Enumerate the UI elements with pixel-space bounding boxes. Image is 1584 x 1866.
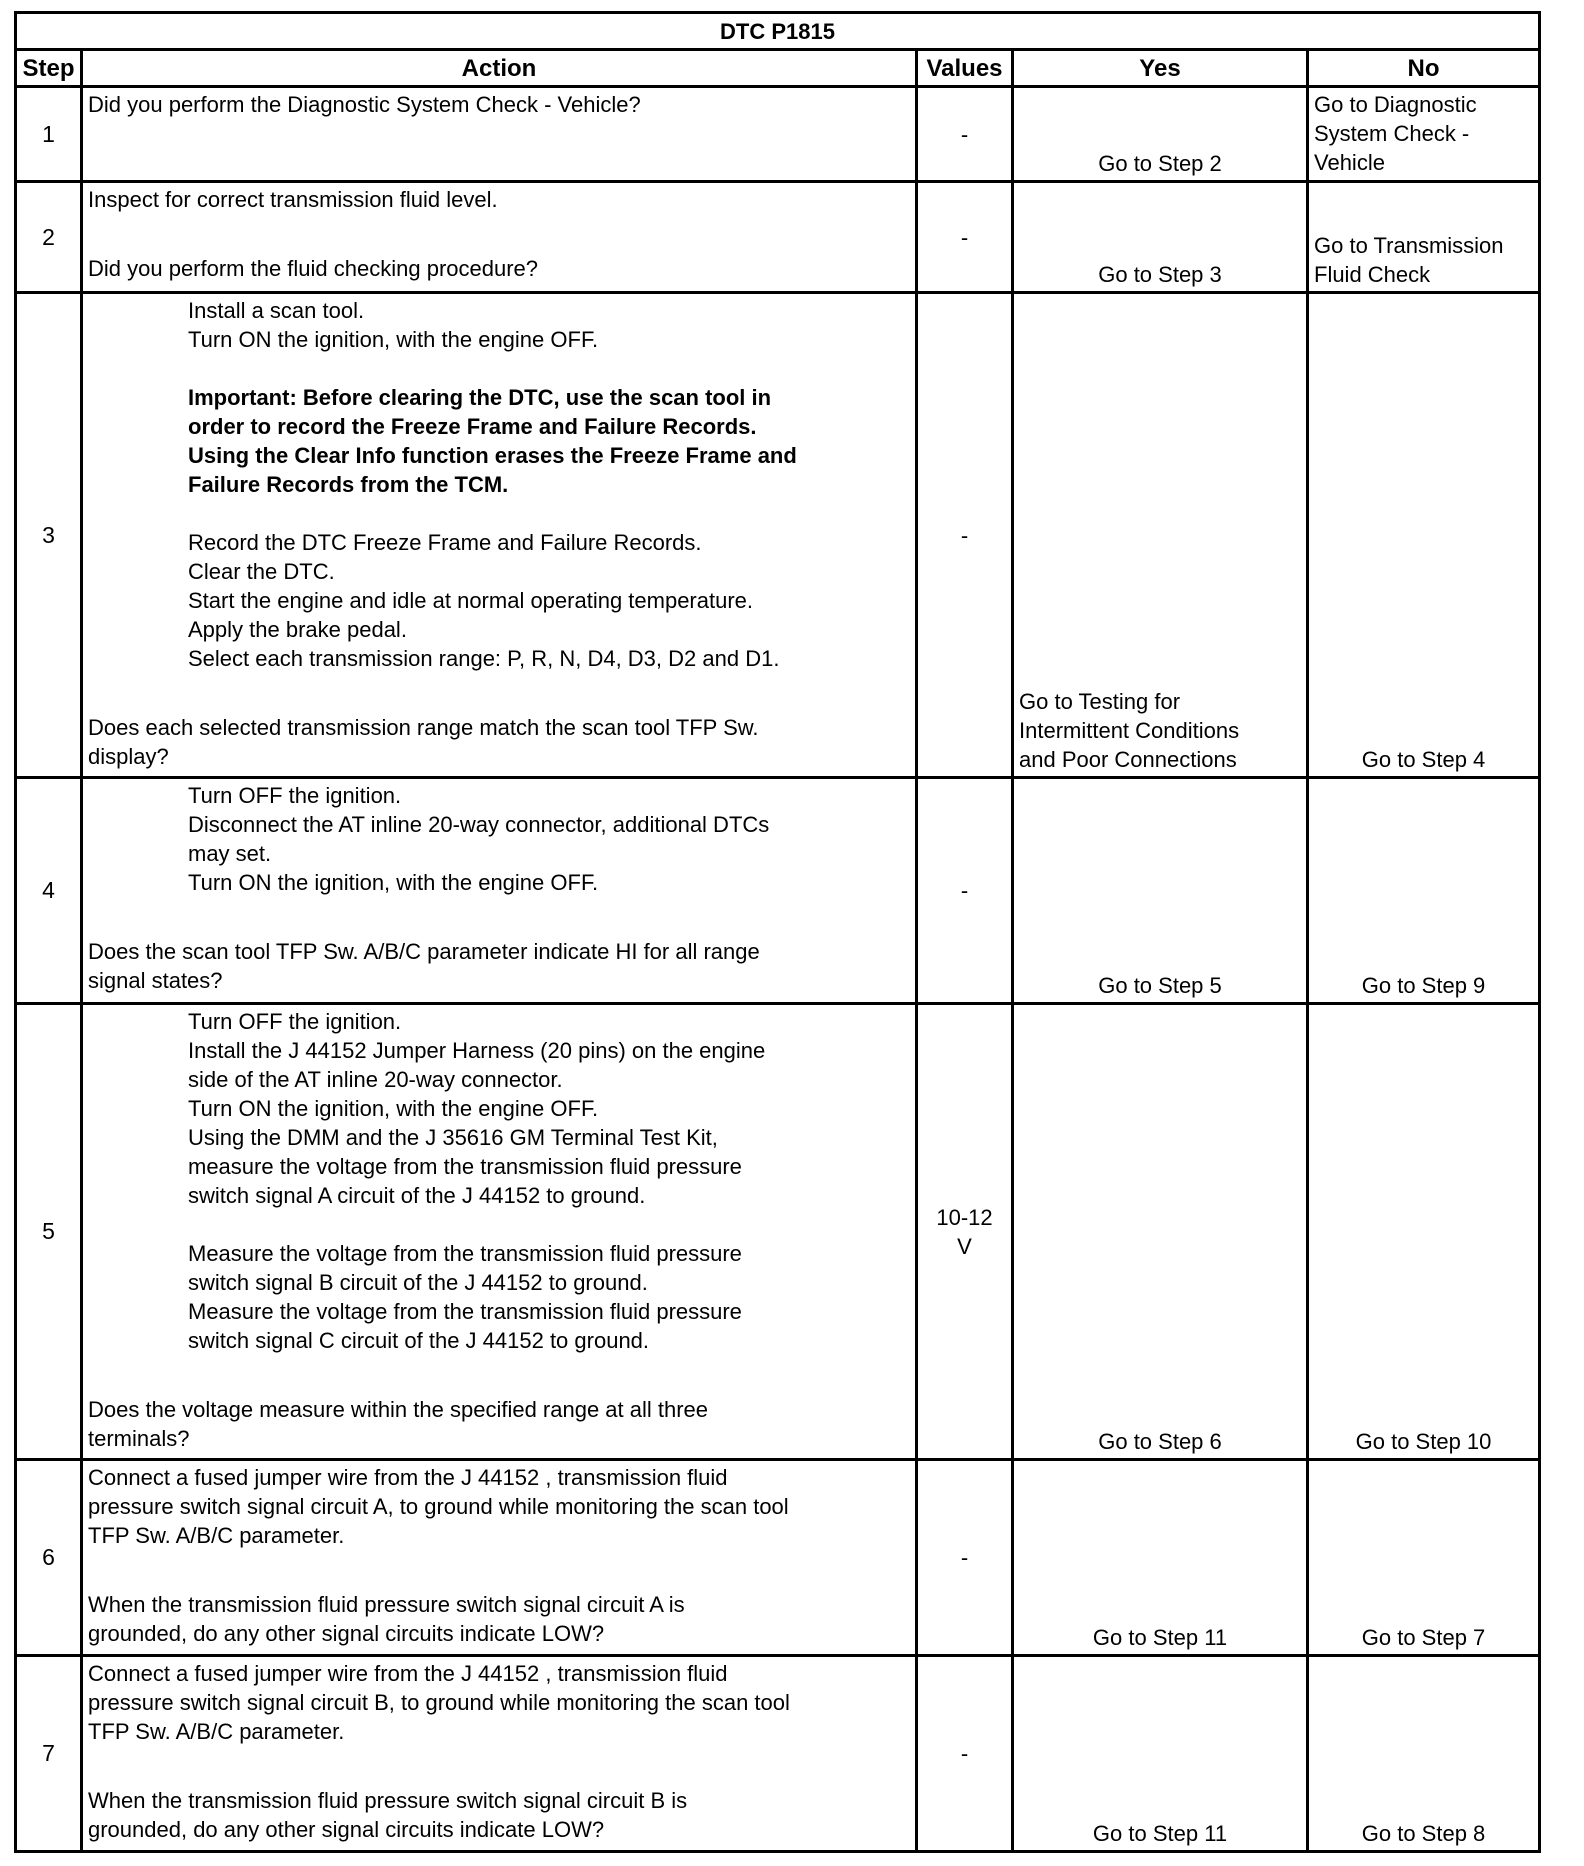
important-note-line: Using the Clear Info function erases the Freeze Frame and — [188, 443, 797, 468]
action-cell — [82, 778, 917, 1004]
action-step: Record the DTC Freeze Frame and Failure Records. — [188, 530, 702, 555]
yes-cell — [1013, 293, 1308, 778]
action-line: TFP Sw. A/B/C parameter. — [88, 1719, 345, 1744]
action-question: signal states? — [88, 968, 223, 993]
action-line: Inspect for correct transmission fluid level. — [88, 187, 498, 212]
action-step: Turn ON the ignition, with the engine OFF. — [188, 327, 599, 352]
no-line: Go to Transmission — [1314, 233, 1504, 258]
header-values: Values — [917, 50, 1013, 87]
no-cell: Go to Step 9 — [1308, 778, 1540, 1004]
action-step: Measure the voltage from the transmission fluid pressure — [188, 1241, 742, 1266]
value-line: 10-12 — [936, 1204, 993, 1230]
step-number: 2 — [16, 182, 82, 293]
values-cell: - — [917, 1656, 1013, 1852]
table-row — [16, 1656, 1540, 1852]
yes-cell: Go to Step 5 — [1013, 778, 1308, 1004]
header-row — [16, 50, 1540, 87]
no-cell: Go to Step 10 — [1308, 1004, 1540, 1460]
yes-cell: Go to Step 11 — [1013, 1656, 1308, 1852]
action-cell — [82, 182, 917, 293]
action-question: Does the voltage measure within the specified range at all three — [88, 1397, 709, 1422]
no-cell — [1308, 87, 1540, 182]
action-step: switch signal B circuit of the J 44152 to ground. — [188, 1270, 648, 1295]
action-line: pressure switch signal circuit B, to ground while monitoring the scan tool — [88, 1690, 790, 1715]
step-number: 7 — [16, 1656, 82, 1852]
yes-line: and Poor Connections — [1019, 747, 1237, 772]
action-line: Connect a fused jumper wire from the J 44152 , transmission fluid — [88, 1465, 728, 1490]
action-cell — [82, 1656, 917, 1852]
action-question: Did you perform the Diagnostic System Check - Vehicle? — [88, 92, 641, 117]
action-step: may set. — [188, 841, 272, 866]
yes-cell: Go to Step 3 — [1013, 182, 1308, 293]
step-number: 6 — [16, 1460, 82, 1656]
action-step: Clear the DTC. — [188, 559, 335, 584]
yes-line: Intermittent Conditions — [1019, 718, 1240, 743]
yes-cell: Go to Step 2 — [1013, 87, 1308, 182]
action-step: Apply the brake pedal. — [188, 617, 407, 642]
no-cell: Go to Step 4 — [1308, 293, 1540, 778]
values-cell: - — [917, 182, 1013, 293]
yes-cell: Go to Step 6 — [1013, 1004, 1308, 1460]
action-step: Disconnect the AT inline 20-way connector, additional DTCs — [188, 812, 770, 837]
no-cell: Go to Step 7 — [1308, 1460, 1540, 1656]
no-line: System Check - — [1314, 121, 1470, 146]
no-cell: Go to Step 8 — [1308, 1656, 1540, 1852]
yes-cell: Go to Step 11 — [1013, 1460, 1308, 1656]
no-line: Go to Diagnostic — [1314, 92, 1477, 117]
table-row — [16, 1460, 1540, 1656]
action-step: Using the DMM and the J 35616 GM Terminal Test Kit, — [188, 1125, 718, 1150]
action-cell — [82, 1460, 917, 1656]
step-number: 5 — [16, 1004, 82, 1460]
table-row — [16, 778, 1540, 1004]
action-step: Start the engine and idle at normal operating temperature. — [188, 588, 754, 613]
action-question: Does each selected transmission range match the scan tool TFP Sw. — [88, 715, 759, 740]
action-step: side of the AT inline 20-way connector. — [188, 1067, 563, 1092]
action-step: Install the J 44152 Jumper Harness (20 pins) on the engine — [188, 1038, 766, 1063]
action-step: Turn OFF the ignition. — [188, 1009, 402, 1034]
action-step: switch signal A circuit of the J 44152 to ground. — [188, 1183, 646, 1208]
header-yes: Yes — [1013, 50, 1308, 87]
action-question: grounded, do any other signal circuits indicate LOW? — [88, 1817, 605, 1842]
no-line: Vehicle — [1314, 150, 1385, 175]
action-line: TFP Sw. A/B/C parameter. — [88, 1523, 345, 1548]
value-line: V — [957, 1233, 972, 1259]
action-step: measure the voltage from the transmission fluid pressure — [188, 1154, 742, 1179]
values-cell — [917, 1004, 1013, 1460]
action-step: switch signal C circuit of the J 44152 to ground. — [188, 1328, 650, 1353]
important-note-line: Failure Records from the TCM. — [188, 472, 509, 497]
table-row — [16, 182, 1540, 293]
values-cell: - — [917, 293, 1013, 778]
action-cell — [82, 87, 917, 182]
step-number: 4 — [16, 778, 82, 1004]
action-step: Select each transmission range: P, R, N, D4, D3, D2 and D1. — [188, 646, 780, 671]
important-note-line: Important: Before clearing the DTC, use the scan tool in — [188, 385, 772, 410]
dtc-procedure-table — [14, 11, 1541, 1853]
values-cell: - — [917, 87, 1013, 182]
action-step: Turn OFF the ignition. — [188, 783, 402, 808]
action-step: Install a scan tool. — [188, 298, 365, 323]
action-question: When the transmission fluid pressure switch signal circuit B is — [88, 1788, 688, 1813]
step-number: 3 — [16, 293, 82, 778]
action-step: Turn ON the ignition, with the engine OFF. — [188, 1096, 599, 1121]
action-question: grounded, do any other signal circuits indicate LOW? — [88, 1621, 605, 1646]
action-question: display? — [88, 744, 169, 769]
values-cell: - — [917, 778, 1013, 1004]
action-question: When the transmission fluid pressure switch signal circuit A is — [88, 1592, 685, 1617]
action-question: terminals? — [88, 1426, 190, 1451]
header-step: Step — [16, 50, 82, 87]
header-no: No — [1308, 50, 1540, 87]
action-question: Does the scan tool TFP Sw. A/B/C parameter indicate HI for all range — [88, 939, 760, 964]
action-line: Connect a fused jumper wire from the J 44152 , transmission fluid — [88, 1661, 728, 1686]
dtc-procedure-page — [14, 11, 1538, 1853]
action-cell — [82, 293, 917, 778]
header-action: Action — [82, 50, 917, 87]
action-step: Measure the voltage from the transmission fluid pressure — [188, 1299, 742, 1324]
action-cell — [82, 1004, 917, 1460]
table-title: DTC P1815 — [16, 13, 1540, 50]
important-note-line: order to record the Freeze Frame and Failure Records. — [188, 414, 757, 439]
step-number: 1 — [16, 87, 82, 182]
yes-line: Go to Testing for — [1019, 689, 1181, 714]
table-row — [16, 1004, 1540, 1460]
action-step: Turn ON the ignition, with the engine OFF. — [188, 870, 599, 895]
values-cell: - — [917, 1460, 1013, 1656]
action-line: pressure switch signal circuit A, to ground while monitoring the scan tool — [88, 1494, 789, 1519]
table-row — [16, 293, 1540, 778]
no-cell — [1308, 182, 1540, 293]
no-line: Fluid Check — [1314, 262, 1431, 287]
table-row — [16, 87, 1540, 182]
action-question: Did you perform the fluid checking procedure? — [88, 256, 539, 281]
